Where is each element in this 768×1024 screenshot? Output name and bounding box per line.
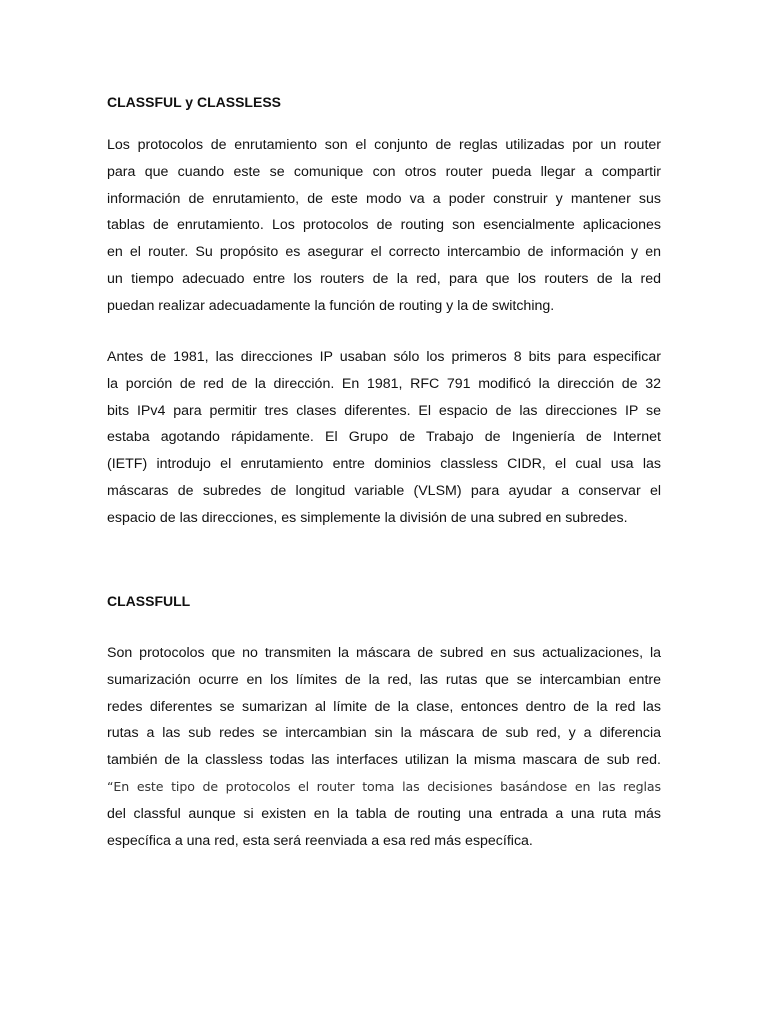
paragraph-routing-protocols	[107, 132, 661, 320]
paragraph-line: la porción de red de la dirección. En 1981, RFC 791 modificó la dirección de 32	[107, 375, 661, 392]
paragraph-line: bits IPv4 para permitir tres clases diferentes. El espacio de las direcciones IP se	[107, 402, 661, 419]
paragraph-line: rutas a las sub redes se intercambian sin la máscara de sub red, y a diferencia	[107, 725, 661, 742]
paragraph-line: Son protocolos que no transmiten la máscara de subred en sus actualizaciones, la	[107, 645, 661, 661]
paragraph-line: máscaras de subredes de longitud variable (VLSM) para ayudar a conservar el	[107, 482, 661, 499]
paragraph-line: Antes de 1981, las direcciones IP usaban sólo los primeros 8 bits para especificar	[107, 349, 661, 365]
paragraph-line: Los protocolos de enrutamiento son el conjunto de reglas utilizadas por un router	[107, 137, 661, 153]
paragraph-line: un tiempo adecuado entre los routers de la red, para que los routers de la red	[107, 270, 661, 287]
paragraph-line: específica a una red, esta será reenviada a esa red más específica.	[107, 832, 533, 849]
paragraph-line: para que cuando este se comunique con otros router pueda llegar a compartir	[107, 163, 661, 180]
quoted-line: “En este tipo de protocolos el router toma las decisiones basándose en las reglas	[107, 778, 661, 794]
paragraph-line: del classful aunque si existen en la tabla de routing una entrada a una ruta más	[107, 805, 661, 822]
document-title: CLASSFUL y CLASSLESS	[107, 94, 281, 110]
paragraph-line: información de enrutamiento, de este modo va a poder construir y mantener sus	[107, 190, 661, 207]
paragraph-classfull	[107, 640, 661, 854]
paragraph-ip-history	[107, 344, 661, 532]
paragraph-line: redes diferentes se sumarizan al límite de la clase, entonces dentro de la red las	[107, 698, 661, 715]
paragraph-line: sumarización ocurre en los límites de la red, las rutas que se intercambian entre	[107, 671, 661, 688]
paragraph-line: espacio de las direcciones, es simplemente la división de una subred en subredes.	[107, 509, 628, 526]
paragraph-line: también de la classless todas las interfaces utilizan la misma mascara de sub red.	[107, 752, 661, 769]
paragraph-line: tablas de enrutamiento. Los protocolos de routing son esencialmente aplicaciones	[107, 217, 661, 234]
paragraph-line: (IETF) introdujo el enrutamiento entre dominios classless CIDR, el cual usa las	[107, 456, 661, 473]
paragraph-line: puedan realizar adecuadamente la función de routing y la de switching.	[107, 297, 555, 314]
paragraph-line: estaba agotando rápidamente. El Grupo de Trabajo de Ingeniería de Internet	[107, 429, 661, 446]
paragraph-line: en el router. Su propósito es asegurar el correcto intercambio de información y en	[107, 244, 661, 261]
section-heading-classfull: CLASSFULL	[107, 593, 191, 609]
